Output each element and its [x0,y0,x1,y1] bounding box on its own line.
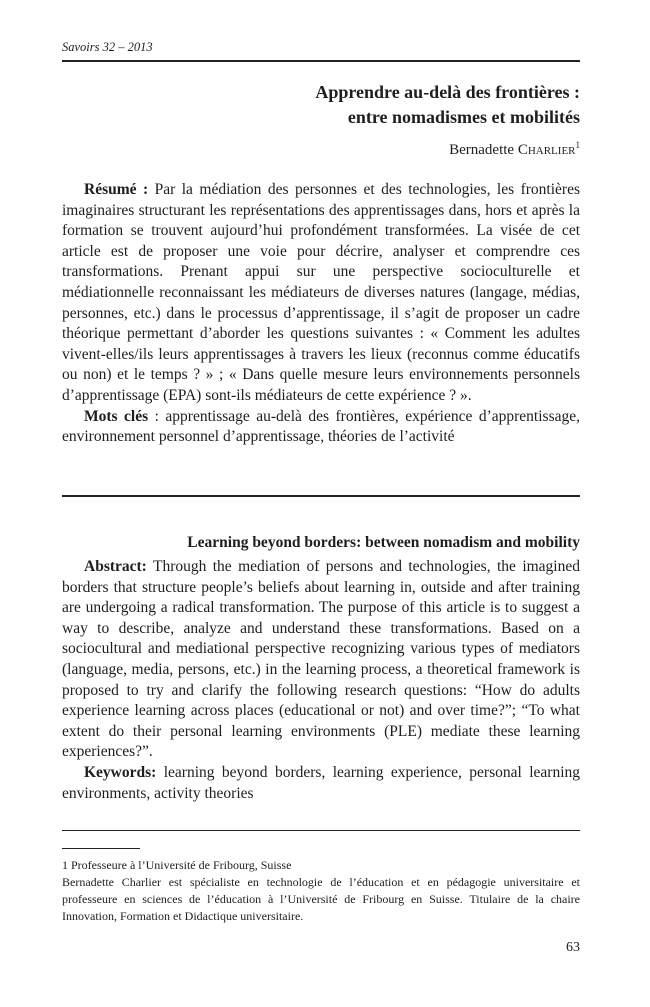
footnote-rule [62,848,140,849]
abstract-paragraph [62,557,580,763]
footnote [62,857,580,925]
abstract-section [62,557,580,804]
journal-header: Savoirs 32 – 2013 [62,40,153,54]
resume-paragraph [62,180,580,407]
article-title-line2: entre nomadismes et mobilités [347,107,580,127]
footnote-text: Bernadette Charlier est spécialiste en technologie de l’éducation et en pédagogie universitaire et professeure en sciences de l’éducation à l’Université de Fribourg en Suisse. Titulaire de la chaire Innovation, Formation et Didactique universitaire. [62,875,580,923]
resume-text: Par la médiation des personnes et des technologies, les frontières imaginaires structurant les représentations des apprentissages dans, hors et après la formation se trouvent aujourd’hui profondément transformées. La visée de cet article est de proposer une voie pour décrire, analyser et comprendre ces transformations. Prenant appui sur une perspective socioculturelle et médiationnelle reconnaissant les médiateurs de diverses natures (langage, médias, personnes, etc.) dans le processus d’apprentissage, il s’agit de proposer un cadre théorique permettant d’aborder les questions suivantes : « Comment les adultes vivent-elles/ils leurs apprentissages à travers les lieux (reconnus comme éducatifs ou non) et le temps ? » ; « Dans quelle mesure leurs environnements personnels d’apprentissage (EPA) sont-ils médiateurs de cette expérience ? ». [62,181,580,404]
footer-rule [62,830,580,831]
footnote-line1: 1 Professeure à l’Université de Fribourg, Suisse [62,858,292,872]
page-number: 63 [566,940,580,955]
author-footnote-mark: 1 [575,140,580,150]
keywords-text: learning beyond borders, learning experience, personal learning environments, activity theories [62,763,580,802]
mots-cles-text: : apprentissage au-delà des frontières, expérience d’apprentissage, environnement personnel d’apprentissage, théories de l’activité [62,407,580,446]
resume-label: Résumé : [84,181,149,198]
english-title: Learning beyond borders: between nomadism and mobility [187,534,580,551]
abstract-label: Abstract: [84,558,147,575]
section-rule [62,495,580,497]
mots-cles-label: Mots clés [84,407,149,425]
author-first-name: Bernadette [449,142,518,158]
abstract-text: Through the mediation of persons and technologies, the imagined borders that structure people’s beliefs about learning in, outside and after training are undergoing a radical transformation. The purpose of this article is to suggest a way to describe, analyze and understand these transformations. Based on a sociocultural and mediational perspective recognizing various types of mediators (language, media, persons, etc.) in the learning process, a theoretical framework is proposed to try and clarify the following research questions: “How do adults experience learning across places (educational or not) and over time?”; “To what extent do their personal learning environments (PLE) mediate these learning experiences?”. [62,558,580,761]
mots-cles-paragraph [62,407,580,448]
keywords-label: Keywords: [84,763,157,781]
resume-section [62,180,580,448]
article-title-line1: Apprendre au-delà des frontières : [315,82,580,102]
author-last-name: Charlier [517,142,576,158]
keywords-paragraph [62,763,580,804]
author [62,140,580,159]
header-rule [62,60,580,62]
